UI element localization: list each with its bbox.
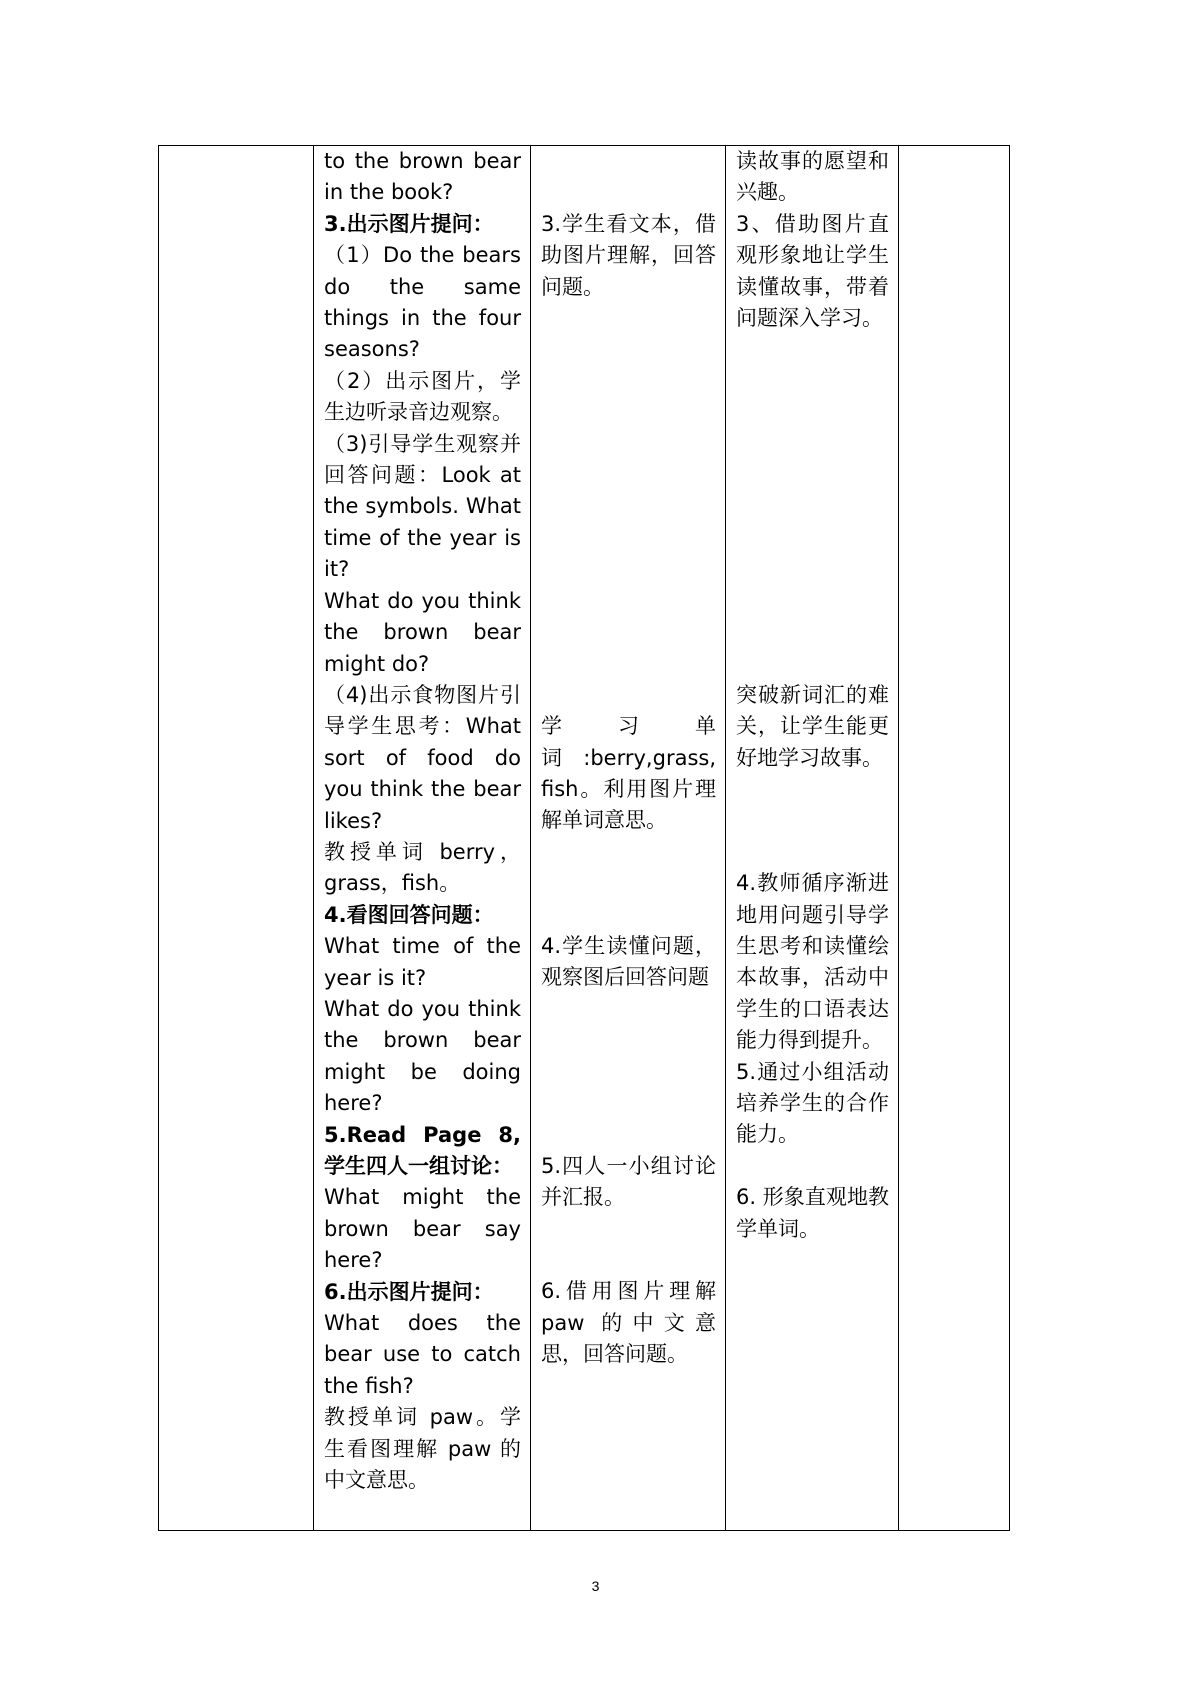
empty-stage-cell: [159, 146, 314, 1531]
page-number: 3: [591, 1578, 600, 1594]
student-text-1: 3.学生看文本，借助图片理解，回答问题。: [541, 211, 716, 299]
lesson-plan-table: [158, 145, 1010, 1531]
student-text-2: 学习单词:berry,grass, fish。利用图片理解单词意思。: [541, 714, 716, 833]
teacher-step-3-heading: 3.出示图片提问：: [324, 211, 494, 236]
table-row: [159, 146, 1010, 1531]
teacher-step-4-heading: 4.看图回答问题：: [324, 902, 494, 927]
intent-text-3: 突破新词汇的难关，让学生能更好地学习故事。: [736, 682, 889, 770]
teacher-text-10: What time of the year is it?: [324, 934, 521, 990]
intent-text-5: 5.通过小组活动培养学生的合作能力。: [736, 1059, 889, 1147]
teacher-text-16: 教授单词 paw。学生看图理解 paw 的中文意思。: [324, 1405, 521, 1493]
teacher-text-11: What do you think the brown bear might be doing here?: [324, 996, 521, 1116]
teacher-step-5-heading: 5.Read Page 8, 学生四人一组讨论：: [324, 1122, 521, 1178]
design-intent-cell: [726, 146, 899, 1531]
teacher-text-5: （3)引导学生观察并回答问题：Look at the symbols. What time of the year is it?: [324, 431, 521, 582]
empty-notes-cell: [899, 146, 1010, 1531]
student-text-5: 6.借用图片理解 paw 的中文意思，回答问题。: [541, 1279, 716, 1367]
teacher-text-4: （2）出示图片，学生边听录音边观察。: [324, 368, 521, 425]
intent-text-6: 6. 形象直观地教学单词。: [736, 1185, 889, 1241]
teacher-text-13: What might the brown bear say here?: [324, 1185, 521, 1273]
intent-text-4: 4.教师循序渐进地用问题引导学生思考和读懂绘本故事，活动中学生的口语表达能力得到提升。: [736, 871, 889, 1053]
teacher-text-15: What does the bear use to catch the fish?: [324, 1311, 521, 1398]
intent-text-1: 读故事的愿望和兴趣。: [736, 149, 889, 205]
student-text-3: 4.学生读懂问题，观察图后回答问题: [541, 934, 716, 990]
student-text-4: 5.四人一小组讨论并汇报。: [541, 1153, 716, 1210]
teacher-text-6: What do you think the brown bear might do?: [324, 588, 521, 676]
intent-text-2: 3、借助图片直观形象地让学生读懂故事，带着问题深入学习。: [736, 211, 889, 331]
teacher-text-1: to the brown bear in the book?: [324, 149, 521, 205]
teacher-text-8: 教授单词 berry，grass，fish。: [324, 839, 521, 896]
student-activity-cell: [531, 146, 726, 1531]
teacher-activity-cell: [314, 146, 531, 1531]
teacher-text-7: （4)出示食物图片引导学生思考：What sort of food do you think the bear likes?: [324, 682, 521, 833]
teacher-step-6-heading: 6.出示图片提问：: [324, 1279, 494, 1304]
teacher-text-3: （1）Do the bears do the same things in the four seasons?: [324, 243, 521, 362]
